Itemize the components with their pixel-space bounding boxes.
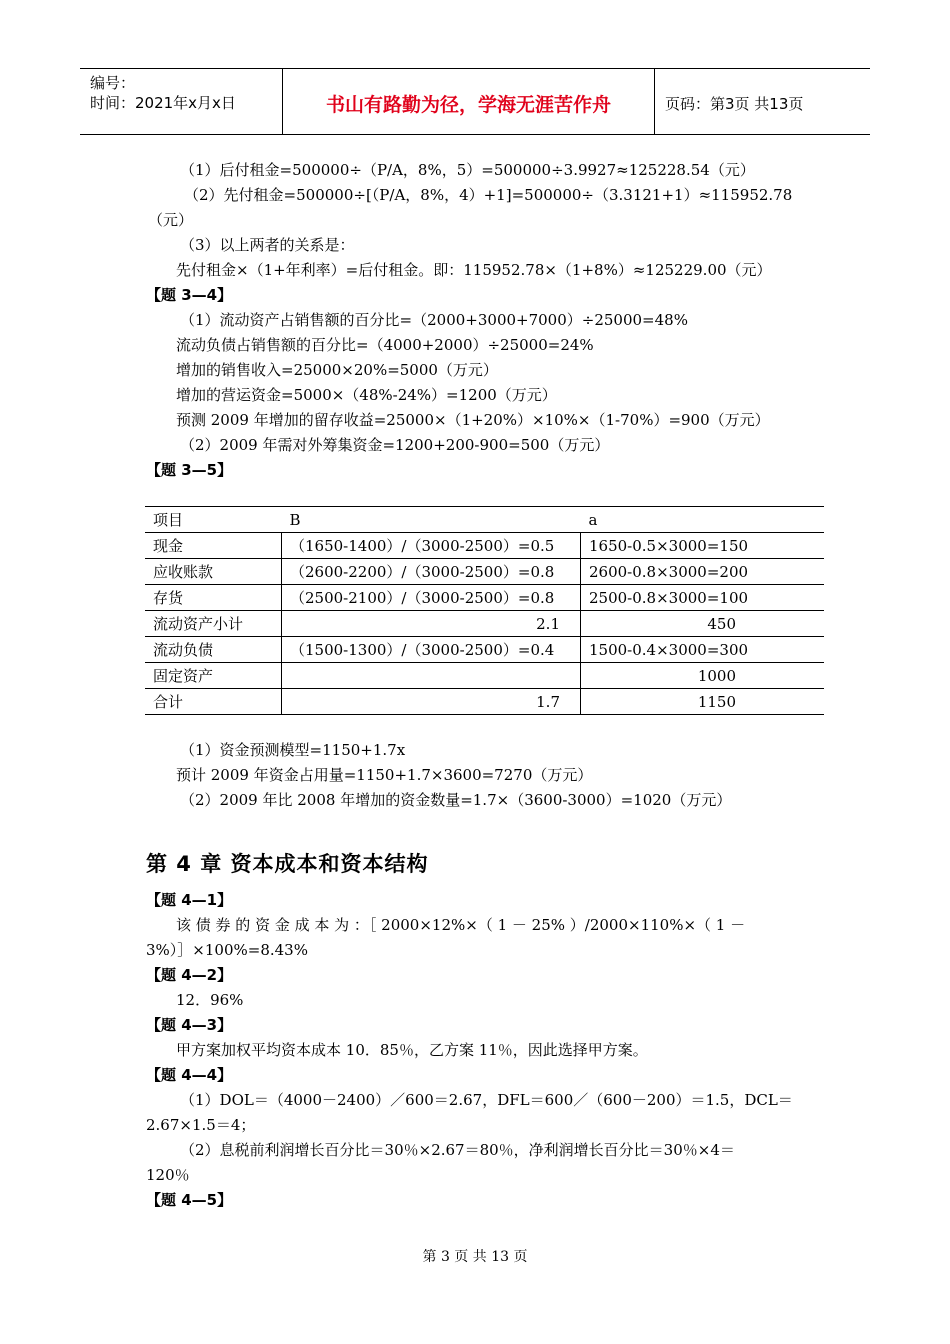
text-line: 120％ [146,1166,190,1184]
header-meta [80,69,283,134]
page-header [80,68,870,135]
text-line: （3）以上两者的关系是： [180,236,355,254]
table-row [145,611,824,637]
text-line: 增加的销售收入=25000×20%=5000（万元） [176,361,498,379]
regression-table [145,506,824,715]
text-line: （2）2009 年需对外筹集资金=1200+200-900=500（万元） [180,436,610,454]
table-cell [282,663,581,689]
question-title: 【题 4—3】 [146,1016,233,1034]
table-cell: 1150 [581,689,825,715]
question-title: 【题 4—4】 [146,1066,233,1084]
text-line: 3%）］×100%=8.43% [146,941,308,959]
table-cell: 1.7 [282,689,581,715]
table-cell: 流动资产小计 [145,611,282,637]
table-row [145,533,824,559]
table-cell: 2500-0.8×3000=100 [581,585,825,611]
table-row [145,689,824,715]
text-line: 增加的营运资金=5000×（48%-24%）=1200（万元） [176,386,557,404]
table-cell: （2600-2200）/（3000-2500）=0.8 [282,559,581,585]
table-cell: 流动负债 [145,637,282,663]
text-line: 流动负债占销售额的百分比=（4000+2000）÷25000=24% [176,336,594,354]
text-line: 12．96% [176,991,244,1009]
text-line: 该 债 券 的 资 金 成 本 为 ：［ 2000×12%×（ 1 － 25% ）/2000×110%×（ 1 － [176,916,746,934]
question-title: 【题 4—1】 [146,891,233,909]
text-line: 预测 2009 年增加的留存收益=25000×（1+20%）×10%×（1-70%）=900（万元） [176,411,770,429]
table-cell: 1650-0.5×3000=150 [581,533,825,559]
table-cell: 1000 [581,663,825,689]
header-motto: 书山有路勤为径，学海无涯苦作舟 [283,69,655,134]
text-line: （1）资金预测模型=1150+1.7x [180,741,406,759]
text-line: （1）后付租金=500000÷（P/A，8%，5）=500000÷3.9927≈125228.54（元） [180,161,755,179]
text-line: （1）流动资产占销售额的百分比=（2000+3000+7000）÷25000=48% [180,311,688,329]
chapter-title: 第 4 章 资本成本和资本结构 [146,852,429,876]
table-header-cell: B [282,507,581,533]
table-cell: 2600-0.8×3000=200 [581,559,825,585]
question-title: 【题 3—5】 [146,461,233,479]
text-line: （1）DOL＝（4000－2400）／600＝2.67，DFL＝600／（600－200）＝1.5，DCL＝ [180,1091,793,1109]
table-cell: （1650-1400）/（3000-2500）=0.5 [282,533,581,559]
header-page-info: 页码：第3页 共13页 [665,95,804,113]
text-line: 先付租金×（1+年利率）=后付租金。即：115952.78×（1+8%）≈125229.00（元） [176,261,772,279]
text-line: （2）2009 年比 2008 年增加的资金数量=1.7×（3600-3000）=1020（万元） [180,791,732,809]
date-label: 时间：2021年x月x日 [90,94,236,112]
table-cell: 450 [581,611,825,637]
table-row [145,637,824,663]
table-cell: 存货 [145,585,282,611]
text-line: （2）先付租金=500000÷[（P/A，8%，4）+1]=500000÷（3.3121+1）≈115952.78 [184,186,793,204]
page-footer: 第 3 页 共 13 页 [422,1249,528,1265]
table-row [145,559,824,585]
table-row [145,585,824,611]
table-cell: 现金 [145,533,282,559]
table-cell: 1500-0.4×3000=300 [581,637,825,663]
text-line: 2.67×1.5＝4； [146,1116,256,1134]
question-title: 【题 4—2】 [146,966,233,984]
question-title: 【题 4—5】 [146,1191,233,1209]
text-line: （2）息税前利润增长百分比＝30％×2.67＝80％，净利润增长百分比＝30％×4＝ [180,1141,735,1159]
text-line: 预计 2009 年资金占用量=1150+1.7×3600=7270（万元） [176,766,593,784]
table-header-row [145,507,824,533]
table-cell: （1500-1300）/（3000-2500）=0.4 [282,637,581,663]
table-cell: （2500-2100）/（3000-2500）=0.8 [282,585,581,611]
table-cell: 固定资产 [145,663,282,689]
table-header-cell: a [581,507,825,533]
table-header-cell: 项目 [145,507,282,533]
question-title: 【题 3—4】 [146,286,233,304]
serial-label: 编号： [90,74,136,92]
table-cell: 应收账款 [145,559,282,585]
table-cell: 2.1 [282,611,581,637]
text-line: 甲方案加权平均资本成本 10．85％，乙方案 11％，因此选择甲方案。 [176,1041,648,1059]
table-cell: 合计 [145,689,282,715]
table-row [145,663,824,689]
text-line: （元） [148,211,194,229]
